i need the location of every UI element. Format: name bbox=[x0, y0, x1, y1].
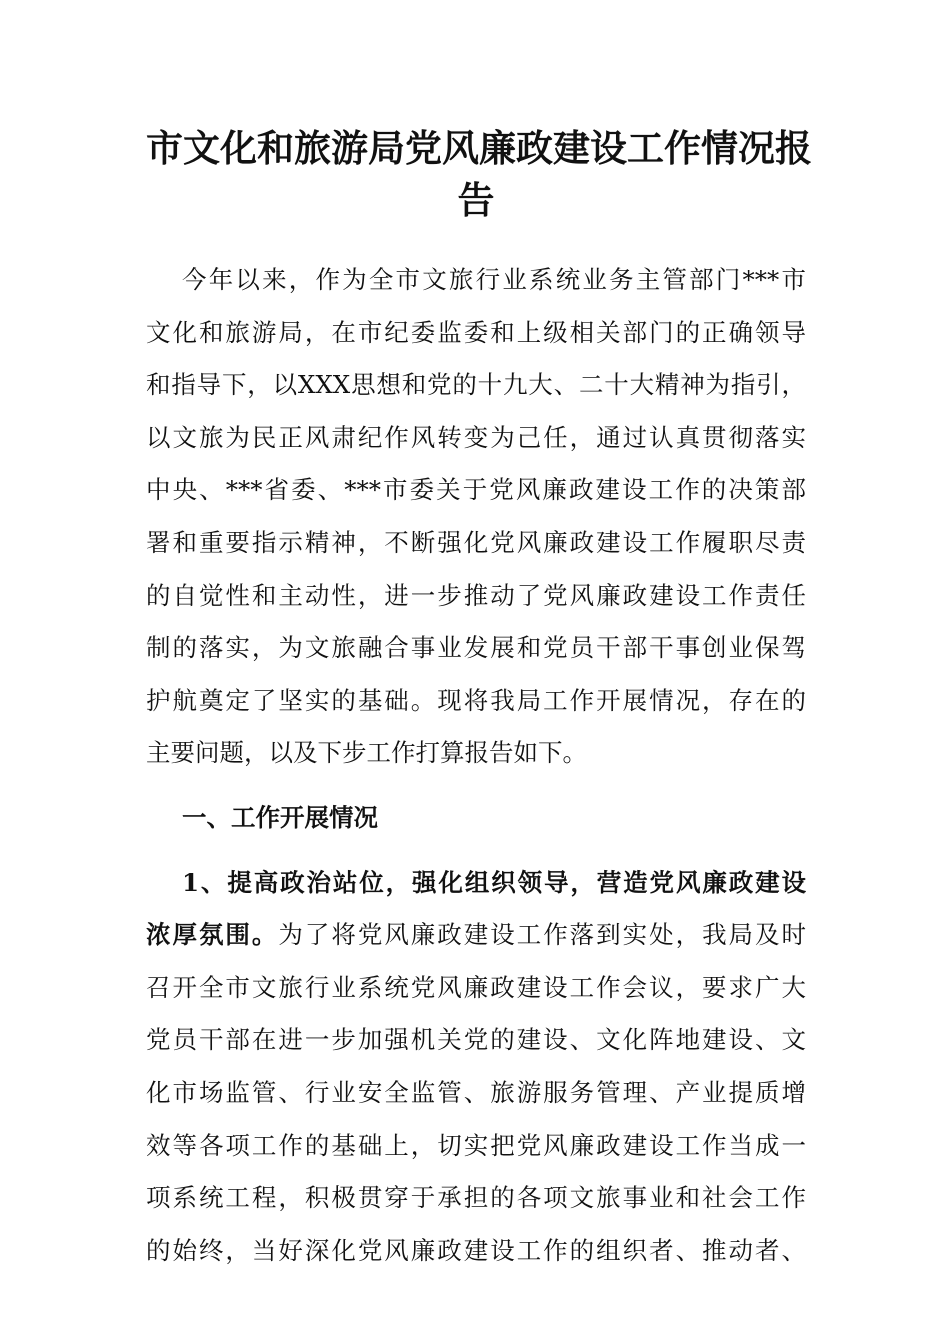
intro-paragraph bbox=[146, 254, 806, 780]
intro-line: 今年以来，作为全市文旅行业系统业务主管部门***市 bbox=[182, 265, 806, 294]
document-page bbox=[146, 122, 812, 1277]
intro-line: 护航奠定了坚实的基础。现将我局工作开展情况，存在的 bbox=[146, 685, 806, 715]
item-1-line: 效等各项工作的基础上，切实把党风廉政建设工作当成一 bbox=[146, 1130, 806, 1160]
item-1-line-2 bbox=[146, 909, 806, 962]
item-1-heading-line-2: 浓厚氛围。 bbox=[146, 920, 279, 950]
item-1-line: 的始终，当好深化党风廉政建设工作的组织者、推动者、 bbox=[146, 1235, 806, 1265]
intro-line: 文化和旅游局，在市纪委监委和上级相关部门的正确领导 bbox=[146, 317, 806, 347]
title-line-1: 市文化和旅游局党风廉政建设工作情况报 bbox=[146, 126, 812, 170]
item-1-paragraph bbox=[146, 857, 806, 1278]
intro-line: 以文旅为民正风肃纪作风转变为己任，通过认真贯彻落实 bbox=[146, 422, 806, 452]
item-1-line: 项系统工程，积极贯穿于承担的各项文旅事业和社会工作 bbox=[146, 1183, 806, 1213]
section-heading bbox=[146, 792, 806, 845]
title-line-2: 告 bbox=[457, 178, 495, 222]
item-1-line-2-text: 为了将党风廉政建设工作落到实处，我局及时 bbox=[278, 920, 807, 950]
item-1-line: 召开全市文旅行业系统党风廉政建设工作会议，要求广大 bbox=[146, 972, 806, 1002]
intro-line: 制的落实，为文旅融合事业发展和党员干部干事创业保驾 bbox=[146, 633, 806, 663]
item-1-line: 化市场监管、行业安全监管、旅游服务管理、产业提质增 bbox=[146, 1077, 806, 1107]
item-1-line: 党员干部在进一步加强机关党的建设、文化阵地建设、文 bbox=[146, 1025, 806, 1055]
intro-line: 和指导下，以XXX思想和党的十九大、二十大精神为指引， bbox=[146, 370, 806, 400]
intro-line: 的自觉性和主动性，进一步推动了党风廉政建设工作责任 bbox=[146, 580, 806, 610]
intro-line: 主要问题，以及下步工作打算报告如下。 bbox=[146, 738, 587, 768]
document-title bbox=[146, 122, 812, 226]
section-heading-text: 一、工作开展情况 bbox=[182, 802, 378, 832]
item-1-heading-line-1: 1、提高政治站位，强化组织领导，营造党风廉政建设 bbox=[182, 867, 806, 897]
intro-line: 中央、***省委、***市委关于党风廉政建设工作的决策部 bbox=[146, 475, 806, 505]
intro-line: 署和重要指示精神，不断强化党风廉政建设工作履职尽责 bbox=[146, 527, 806, 557]
document-body bbox=[146, 254, 806, 1277]
